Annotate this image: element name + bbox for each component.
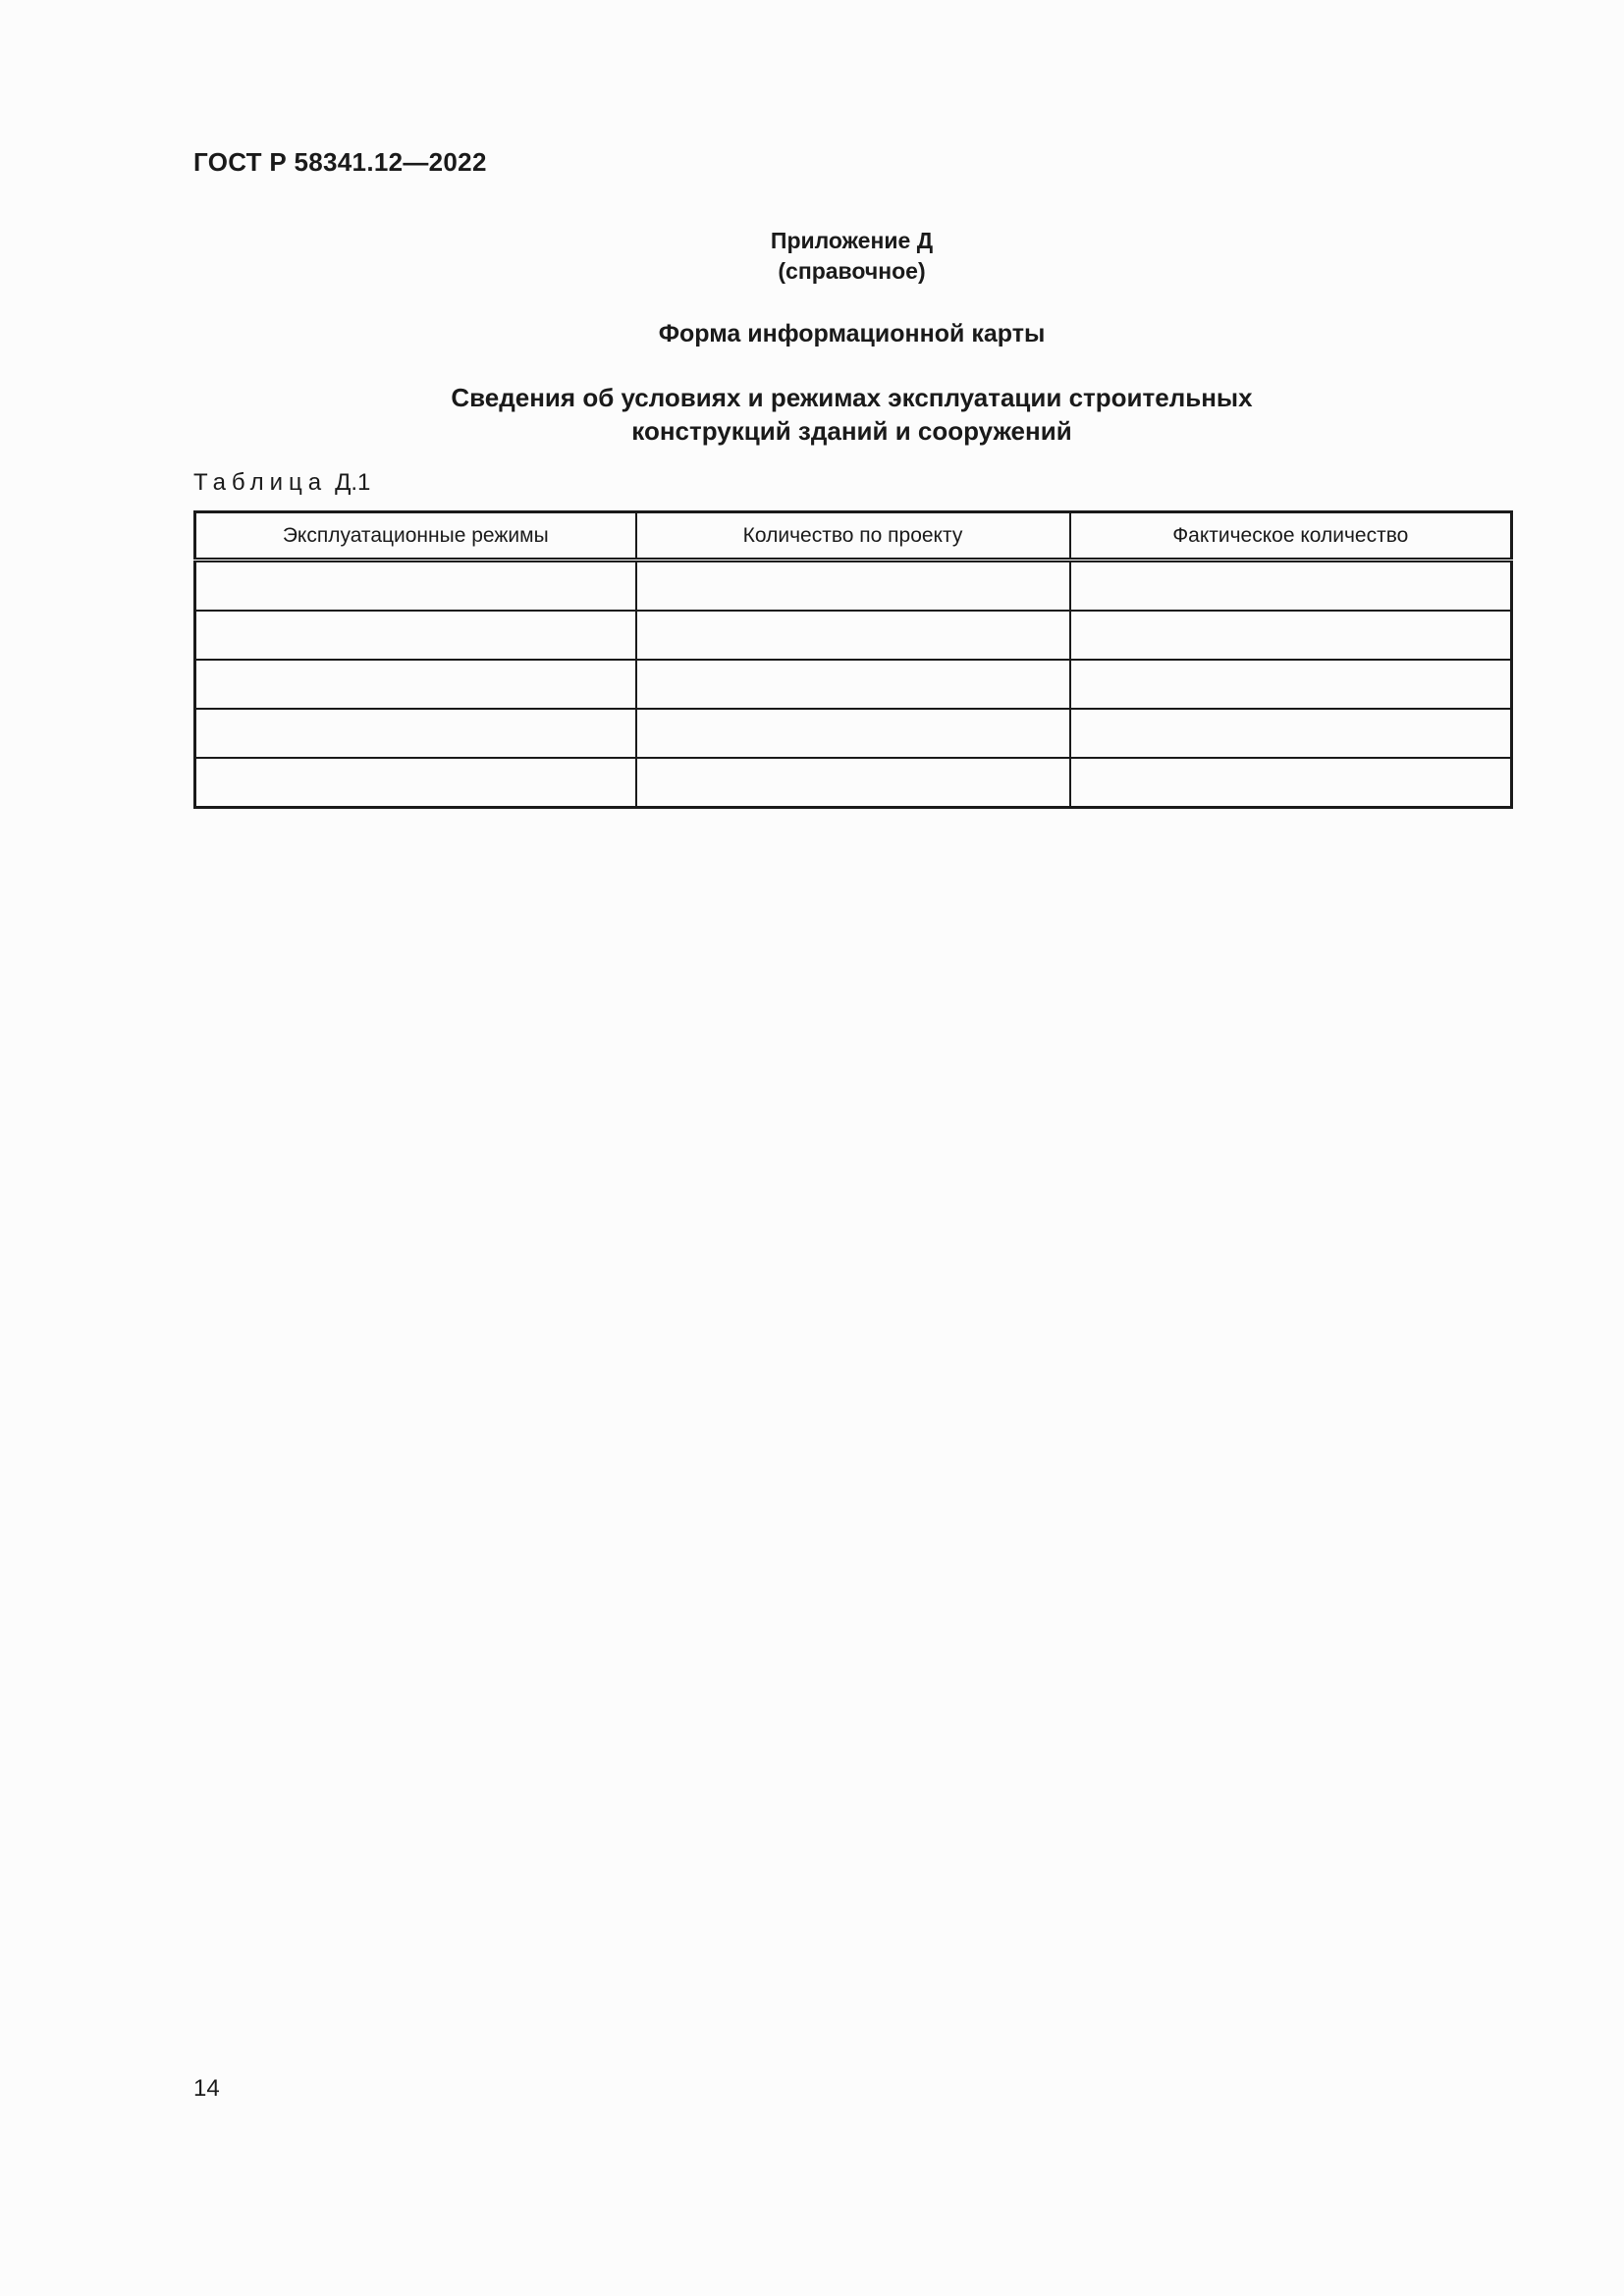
table-cell [636, 660, 1070, 709]
appendix-title: Приложение Д [770, 228, 934, 253]
table-row [195, 561, 1512, 612]
form-title: Форма информационной карты [658, 320, 1046, 347]
table-cell [195, 611, 636, 660]
column-header-design-quantity: Количество по проекту [636, 512, 1070, 561]
table-cell [636, 709, 1070, 758]
page-number: 14 [193, 2075, 220, 2102]
column-header-operating-modes: Эксплуатационные режимы [195, 512, 636, 561]
table-cell [636, 758, 1070, 808]
table-caption-number: Д.1 [335, 469, 371, 496]
table-caption-word: Таблица [193, 469, 328, 496]
table-row [195, 611, 1512, 660]
table-cell [636, 611, 1070, 660]
table-cell [1070, 660, 1512, 709]
table-cell [636, 561, 1070, 612]
table-header-row [195, 512, 1512, 561]
appendix-type: (справочное) [778, 258, 926, 284]
table-cell [1070, 709, 1512, 758]
table-row [195, 660, 1512, 709]
table-cell [1070, 611, 1512, 660]
section-title-line-1: Сведения об условиях и режимах эксплуатации строительных [451, 383, 1253, 412]
table-row [195, 758, 1512, 808]
table-cell [1070, 561, 1512, 612]
table-row [195, 709, 1512, 758]
section-title [193, 381, 1510, 448]
table-cell [195, 758, 636, 808]
table-cell [1070, 758, 1512, 808]
section-title-line-2: конструкций зданий и сооружений [631, 416, 1072, 446]
table-cell [195, 561, 636, 612]
document-code: ГОСТ Р 58341.12—2022 [193, 147, 487, 177]
column-header-actual-quantity: Фактическое количество [1070, 512, 1512, 561]
appendix-heading [193, 226, 1510, 287]
operating-modes-table [193, 510, 1513, 809]
table-cell [195, 660, 636, 709]
table-caption [193, 469, 370, 497]
table-cell [195, 709, 636, 758]
